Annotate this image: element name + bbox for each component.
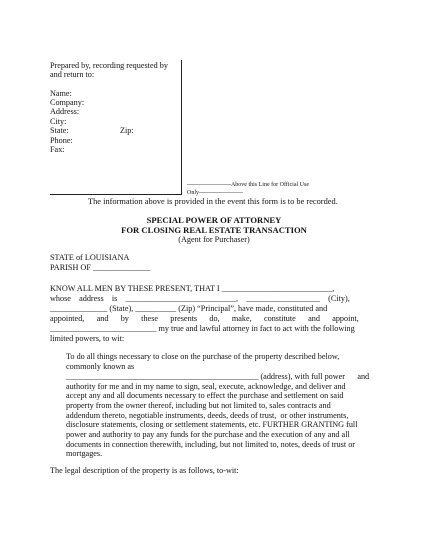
official-use-line-2: Only---------------------- [187,190,243,196]
document-title-line-2: FOR CLOSING REAL ESTATE TRANSACTION [121,225,307,235]
powers-line-6: property from the owner thereof, including but not limited to, sales contracts and [66,401,331,410]
powers-line-11: mortgages. [66,449,103,458]
return-to-label: and return to: [50,70,95,79]
name-field-label: Name: [50,89,72,98]
know-all-line-6: limited powers, to wit: [50,334,125,343]
zip-field-label: Zip: [120,126,134,135]
recording-box-bottom-border [50,194,182,195]
powers-line-2: commonly known as [66,362,135,371]
powers-line-3: _______________________________________________ (address), with full power and [66,372,370,381]
state-field-label: State: [50,126,69,135]
official-use-line-1: ----------------------Above this Line for Official Use [187,182,309,188]
state-line: STATE of LOUISIANA [50,253,130,262]
powers-line-9: power and authority to pay any funds for the purchase and the execution of any and all [66,430,350,439]
know-all-line-2: whose address is ___________________________, __________________ (City), [50,294,350,303]
powers-line-4: authority for me and in my name to sign, seal, execute, acknowledge, and deliver and [66,382,346,391]
prepared-by-label: Prepared by, recording requested by [50,61,168,70]
know-all-line-1: KNOW ALL MEN BY THESE PRESENT, THAT I ___________________________, [50,284,335,293]
know-all-line-5: __________________________ my true and lawful attorney in fact to act with the following [50,324,355,333]
powers-line-7: addendum thereto, negotiable instruments, deeds, deeds of trust, or other instruments, [66,411,349,420]
know-all-line-4: appointed, and by these presents do, make, constitute and appoint, [50,314,359,323]
legal-description-line: The legal description of the property is as follows, to-wit: [50,466,239,475]
info-note: The information above is provided in the event this form is to be recorded. [88,197,338,206]
powers-line-5: accept any and all documents necessary to effect the purchase and settlement on said [66,391,344,400]
address-field-label: Address: [50,107,80,116]
fax-field-label: Fax: [50,145,65,154]
city-field-label: City: [50,117,67,126]
powers-line-10: documents in connection therewith, including, but not limited to, notes, deeds of trust or [66,440,356,449]
powers-line-1: To do all things necessary to close on the purchase of the property described below, [66,352,340,361]
know-all-line-3: ______________ (State), __________ (Zip) “Principal”, have made, constituted and [50,304,328,313]
phone-field-label: Phone: [50,136,73,145]
powers-line-8: disclosure statements, closing or settlement statements, etc. FURTHER GRANTING full [66,420,358,429]
recording-box-right-border [181,60,182,195]
document-title: SPECIAL POWER OF ATTORNEY [146,215,282,225]
parish-line: PARISH OF ______________ [50,263,151,272]
document-subtitle: (Agent for Purchaser) [178,235,250,244]
company-field-label: Company: [50,98,85,107]
